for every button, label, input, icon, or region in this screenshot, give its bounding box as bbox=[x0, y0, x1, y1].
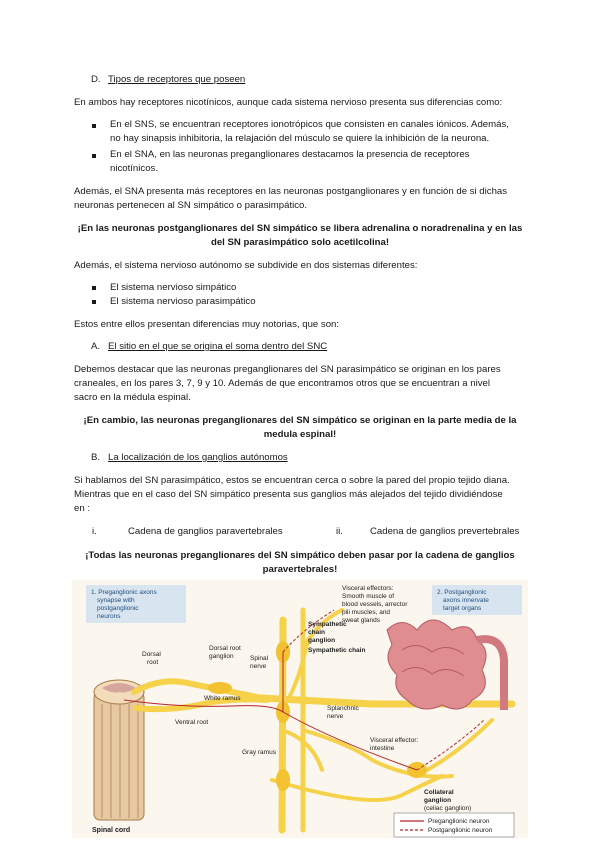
label-collateral-ganglion: Collateral bbox=[424, 789, 454, 796]
bullet-text: nicotínicos. bbox=[110, 163, 158, 174]
enum-item: Cadena de ganglios paravertebrales bbox=[128, 526, 283, 537]
bullet-marker bbox=[92, 154, 96, 158]
highlight-statement: ¡En cambio, las neuronas preganglionares del SN simpático se originan en la parte media de la bbox=[83, 415, 517, 426]
paragraph: Si hablamos del SN parasimpático, estos se encuentran cerca o sobre la pared del propio tejido diana. bbox=[74, 475, 510, 486]
label-dorsal-root: root bbox=[147, 659, 159, 666]
bullet-marker bbox=[92, 300, 96, 304]
label-dorsal-root: Dorsal bbox=[142, 651, 161, 658]
note-1-line: 1. Preganglionic axons bbox=[91, 589, 157, 596]
enum-marker: ii. bbox=[336, 526, 343, 537]
paragraph: craneales, en los pares 3, 7, 9 y 10. Además de que encontramos otros que se encuentran a nivel bbox=[74, 378, 490, 389]
enum-marker: i. bbox=[92, 526, 97, 537]
paragraph: en : bbox=[74, 503, 91, 514]
highlight-statement: del SN parasimpático solo acetilcolina! bbox=[210, 237, 390, 248]
label-visceral-effectors: blood vessels, arrector bbox=[342, 601, 408, 608]
note-2-line: target organs bbox=[443, 605, 482, 612]
section-b-heading bbox=[91, 451, 288, 465]
label-visceral-effector-intestine: intestine bbox=[370, 745, 395, 752]
note-2-line: 2. Postganglionic bbox=[437, 589, 487, 596]
section-d-letter: D. bbox=[91, 74, 101, 85]
section-d-title: Tipos de receptores que poseen bbox=[108, 74, 246, 85]
section-b-letter: B. bbox=[91, 452, 101, 463]
label-ventral-root: Ventral root bbox=[175, 719, 209, 726]
label-sympathetic-chain-ganglion: Sympathetic bbox=[308, 621, 347, 628]
bullet-text: no hay sinapsis inhibitoria, la relajación del músculo se quiere la inhibición de la neurona. bbox=[110, 133, 490, 144]
label-visceral-effectors: pili muscles, and bbox=[342, 609, 391, 616]
highlight-statement: paravertebrales! bbox=[262, 564, 338, 575]
label-gray-ramus: Gray ramus bbox=[242, 749, 276, 756]
sympathetic-pathway-diagram bbox=[72, 580, 528, 838]
paragraph: Mientras que en el caso del SN simpático presenta sus ganglios más alejados del tejido dividiéndose bbox=[74, 489, 503, 500]
label-sympathetic-chain-ganglion: chain bbox=[308, 629, 325, 636]
section-d-heading bbox=[91, 73, 245, 87]
label-splanchnic-nerve: Splanchnic bbox=[327, 705, 359, 712]
bullet-text: El sistema nervioso simpático bbox=[110, 282, 237, 293]
bullet-text: En el SNS, se encuentran receptores ionotrópicos que consisten en canales iónicos. Además, bbox=[110, 119, 509, 130]
legend-postganglionic: Postganglionic neuron bbox=[428, 827, 493, 834]
note-1-line: synapse with bbox=[97, 597, 135, 604]
label-dorsal-root-ganglion: ganglion bbox=[209, 653, 234, 660]
label-splanchnic-nerve: nerve bbox=[327, 713, 344, 720]
section-a-letter: A. bbox=[91, 341, 101, 352]
note-1-line: neurons bbox=[97, 613, 121, 620]
label-spinal-nerve: nerve bbox=[250, 663, 267, 670]
paragraph: Debemos destacar que las neuronas preganglionares del SN parasimpático se originan en los pares bbox=[74, 364, 501, 375]
bullet-marker bbox=[92, 286, 96, 290]
label-celiac-ganglion: (celiac ganglion) bbox=[424, 805, 472, 812]
label-spinal-cord: Spinal cord bbox=[92, 827, 131, 834]
paragraph: En ambos hay receptores nicotínicos, aunque cada sistema nervioso presenta sus diferencias como: bbox=[74, 97, 503, 108]
label-collateral-ganglion: ganglion bbox=[424, 797, 452, 804]
section-b-title: La localización de los ganglios autónomos bbox=[108, 452, 288, 463]
paragraph: Además, el sistema nervioso autónomo se subdivide en dos sistemas diferentes: bbox=[74, 260, 418, 271]
enum-item: Cadena de ganglios prevertebrales bbox=[370, 526, 520, 537]
chain-ganglion bbox=[276, 769, 290, 791]
legend-preganglionic: Preganglionic neuron bbox=[428, 818, 490, 825]
paragraph: Además, el SNA presenta más receptores en las neuronas postganglionares y en función de si dichas bbox=[74, 186, 508, 197]
bullet-marker bbox=[92, 124, 96, 128]
section-a-title: El sitio en el que se origina el soma dentro del SNC bbox=[108, 341, 328, 352]
bullet-text: El sistema nervioso parasimpático bbox=[110, 296, 256, 307]
section-a-heading bbox=[91, 340, 327, 354]
label-visceral-effector-intestine: Visceral effector: bbox=[370, 737, 419, 744]
note-2-line: axons innervate bbox=[443, 597, 489, 604]
highlight-statement: medula espinal! bbox=[263, 429, 337, 440]
label-dorsal-root-ganglion: Dorsal root bbox=[209, 645, 241, 652]
label-sympathetic-chain: Sympathetic chain bbox=[308, 647, 366, 654]
label-spinal-nerve: Spinal bbox=[250, 655, 269, 662]
paragraph: sacro en la médula espinal. bbox=[74, 392, 191, 403]
label-white-ramus: White ramus bbox=[204, 695, 241, 702]
label-sympathetic-chain-ganglion: ganglion bbox=[308, 637, 336, 644]
highlight-statement: ¡En las neuronas postganglionares del SN simpático se libera adrenalina o noradrenalina y en las bbox=[77, 223, 523, 234]
label-visceral-effectors: Visceral effectors: bbox=[342, 585, 394, 592]
label-visceral-effectors: sweat glands bbox=[342, 617, 380, 624]
note-1-line: postganglionic bbox=[97, 605, 139, 612]
highlight-statement: ¡Todas las neuronas preganglionares del SN simpático deben pasar por la cadena de ganglios bbox=[85, 550, 515, 561]
dorsal-root-ganglion bbox=[208, 682, 232, 694]
paragraph: Estos entre ellos presentan diferencias muy notorias, que son: bbox=[74, 319, 340, 330]
paragraph: neuronas pertenecen al SN simpático o parasimpático. bbox=[74, 200, 308, 211]
spinal-cord-illustration bbox=[94, 680, 144, 820]
bullet-text: En el SNA, en las neuronas preganglionares destacamos la presencia de receptores bbox=[110, 149, 470, 160]
label-visceral-effectors: Smooth muscle of bbox=[342, 593, 395, 600]
